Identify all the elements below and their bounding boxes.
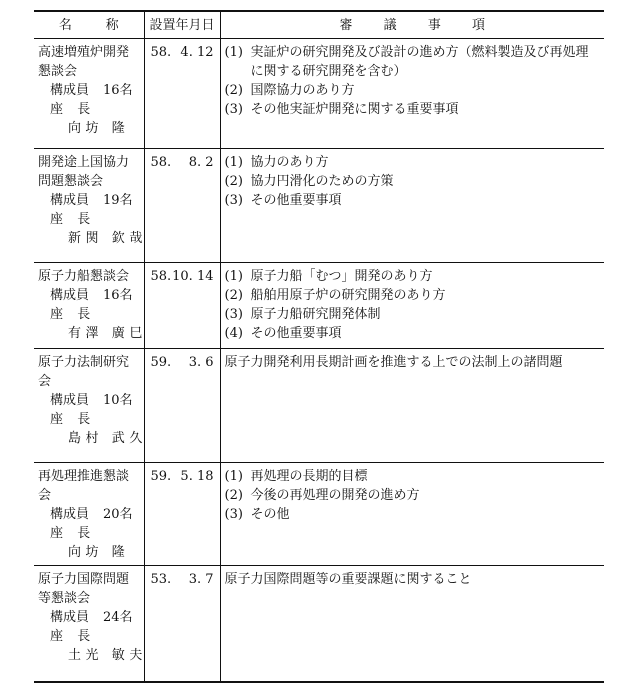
- date-year: 58.: [150, 155, 172, 170]
- table-body: [34, 39, 604, 682]
- members-count: 19名: [103, 193, 133, 208]
- council-name: 懇談会: [38, 64, 78, 79]
- agenda-item-text: 再処理の長期的目標: [250, 469, 368, 484]
- established-date-cell: [144, 349, 220, 463]
- agenda-items-cell: [220, 39, 604, 149]
- date-month-day: 3. 7: [188, 572, 214, 587]
- agenda-items-cell: [220, 349, 604, 463]
- established-date-cell: [144, 566, 220, 682]
- council-name-cell: [34, 463, 144, 566]
- members-count: 20名: [103, 507, 133, 522]
- header-date: 設置年月日: [144, 11, 220, 39]
- chair-label: 座長: [50, 102, 105, 117]
- agenda-item: [225, 305, 602, 324]
- members-label: 構成員: [50, 393, 90, 408]
- council-name: 問題懇談会: [38, 174, 104, 189]
- established-date-cell: [144, 149, 220, 263]
- agenda-list: [225, 467, 602, 524]
- agenda-item-text: 協力円滑化のための方策: [250, 174, 394, 189]
- agenda-list: [225, 267, 602, 343]
- agenda-items-cell: [220, 149, 604, 263]
- agenda-items-cell: [220, 566, 604, 682]
- date-year: 59.: [150, 469, 172, 484]
- established-date-cell: [144, 463, 220, 566]
- agenda-item: [225, 43, 602, 81]
- agenda-item-number: (3): [224, 307, 243, 322]
- council-name-cell: [34, 566, 147, 682]
- agenda-item-text: その他重要事項: [250, 326, 342, 341]
- table-row: [34, 463, 604, 566]
- council-name: 原子力法制研究: [38, 355, 130, 370]
- agenda-item-text: 船舶用原子炉の研究開発のあり方: [250, 288, 446, 303]
- agenda-text: 原子力開発利用長期計画を推進する上での法制上の諸問題: [224, 355, 563, 370]
- council-name: 原子力船懇談会: [38, 269, 130, 284]
- members-line: [38, 608, 141, 627]
- table-row: [34, 263, 604, 349]
- agenda-item: [225, 505, 602, 524]
- chair-label: 座長: [50, 412, 105, 427]
- agenda-item: [225, 172, 602, 191]
- chair-label: 座長: [50, 212, 105, 227]
- council-name: 開発途上国協力: [38, 155, 130, 170]
- members-label: 構成員: [50, 83, 90, 98]
- members-count: 16名: [103, 288, 133, 303]
- council-name: 原子力国際問題: [38, 572, 130, 587]
- table-row: [34, 39, 604, 149]
- council-name: 等懇談会: [38, 591, 91, 606]
- council-name-cell: [34, 39, 144, 149]
- agenda-item: [225, 267, 602, 286]
- date-month-day: 8. 2: [188, 155, 214, 170]
- agenda-item-text: 実証炉の研究開発及び設計の進め方（燃料製造及び再処理に関する研究開発を含む）: [250, 45, 589, 79]
- members-label: 構成員: [50, 507, 90, 522]
- chair-label: 座長: [50, 629, 105, 644]
- date-month-day: 3. 6: [188, 355, 214, 370]
- members-count: 10名: [103, 393, 133, 408]
- council-name: 高速増殖炉開発: [38, 45, 130, 60]
- date-year: 58.: [150, 45, 172, 60]
- chair-name: 向坊 隆: [68, 121, 130, 136]
- members-line: [38, 505, 141, 524]
- agenda-item: [225, 286, 602, 305]
- agenda-items-cell: [220, 263, 604, 349]
- agenda-item-text: 協力のあり方: [250, 155, 329, 170]
- council-name: 会: [38, 374, 52, 389]
- agenda-item: [225, 324, 602, 343]
- agenda-item-text: 国際協力のあり方: [250, 83, 355, 98]
- council-name-cell: [34, 263, 147, 349]
- date-year: 53.: [150, 572, 172, 587]
- date-year: 59.: [150, 355, 172, 370]
- table-header: [34, 11, 604, 39]
- members-count: 24名: [103, 610, 133, 625]
- agenda-item-text: 原子力船研究開発体制: [250, 307, 381, 322]
- members-count: 16名: [103, 83, 133, 98]
- agenda-item-number: (2): [224, 488, 243, 503]
- chair-name: 島村 武久: [68, 431, 147, 446]
- agenda-item-text: その他重要事項: [250, 193, 342, 208]
- members-label: 構成員: [50, 193, 90, 208]
- chair-name: 新関 欽哉: [68, 231, 147, 246]
- council-name-cell: [34, 349, 147, 463]
- members-line: [38, 391, 141, 410]
- agenda-list: [225, 153, 602, 210]
- agenda-items-cell: [220, 463, 604, 566]
- agenda-item-number: (3): [224, 507, 243, 522]
- agenda-item-number: (1): [224, 469, 243, 484]
- table-row: [34, 566, 604, 682]
- agenda-item-number: (2): [224, 174, 243, 189]
- council-name: 再処理推進懇談: [38, 469, 130, 484]
- members-label: 構成員: [50, 610, 90, 625]
- agenda-item-text: その他実証炉開発に関する重要事項: [250, 102, 459, 117]
- established-date-cell: [144, 39, 220, 149]
- agenda-item: [225, 81, 602, 100]
- agenda-item: [225, 153, 602, 172]
- agenda-item: [225, 486, 602, 505]
- agenda-item-number: (4): [224, 326, 243, 341]
- agenda-item: [225, 100, 602, 119]
- chair-name: 向坊 隆: [68, 545, 130, 560]
- agenda-item-text: 原子力船「むつ」開発のあり方: [250, 269, 433, 284]
- chair-name: 土光 敏夫: [68, 648, 147, 663]
- members-line: [38, 81, 141, 100]
- members-line: [38, 286, 141, 305]
- agenda-item-text: その他: [250, 507, 290, 522]
- header-items: 審議事項: [339, 17, 517, 33]
- agenda-item-number: (2): [224, 288, 243, 303]
- header-row: [34, 11, 604, 39]
- council-name-cell: [34, 149, 147, 263]
- agenda-item: [225, 467, 602, 486]
- agenda-item-number: (1): [224, 269, 243, 284]
- date-month-day: 5. 18: [180, 469, 214, 484]
- members-line: [38, 191, 141, 210]
- date-month-day: 10. 14: [172, 269, 214, 284]
- table-row: [34, 149, 604, 263]
- agenda-item-number: (3): [224, 102, 243, 117]
- established-date-cell: [144, 263, 220, 349]
- table-row: [34, 349, 604, 463]
- agenda-text: 原子力国際問題等の重要課題に関すること: [224, 572, 472, 587]
- chair-label: 座長: [50, 307, 105, 322]
- council-name: 会: [38, 488, 52, 503]
- agenda-item-text: 今後の再処理の開発の進め方: [250, 488, 420, 503]
- council-table: [34, 10, 604, 683]
- agenda-item-number: (1): [224, 45, 243, 60]
- date-year: 58.: [150, 269, 172, 284]
- chair-name: 有澤 廣巳: [68, 326, 147, 341]
- date-month-day: 4. 12: [180, 45, 214, 60]
- agenda-item-number: (3): [224, 193, 243, 208]
- chair-label: 座長: [50, 526, 105, 541]
- agenda-list: [225, 43, 602, 119]
- agenda-item: [225, 191, 602, 210]
- agenda-item-number: (2): [224, 83, 243, 98]
- members-label: 構成員: [50, 288, 90, 303]
- header-name: 名称: [34, 11, 144, 39]
- agenda-item-number: (1): [224, 155, 243, 170]
